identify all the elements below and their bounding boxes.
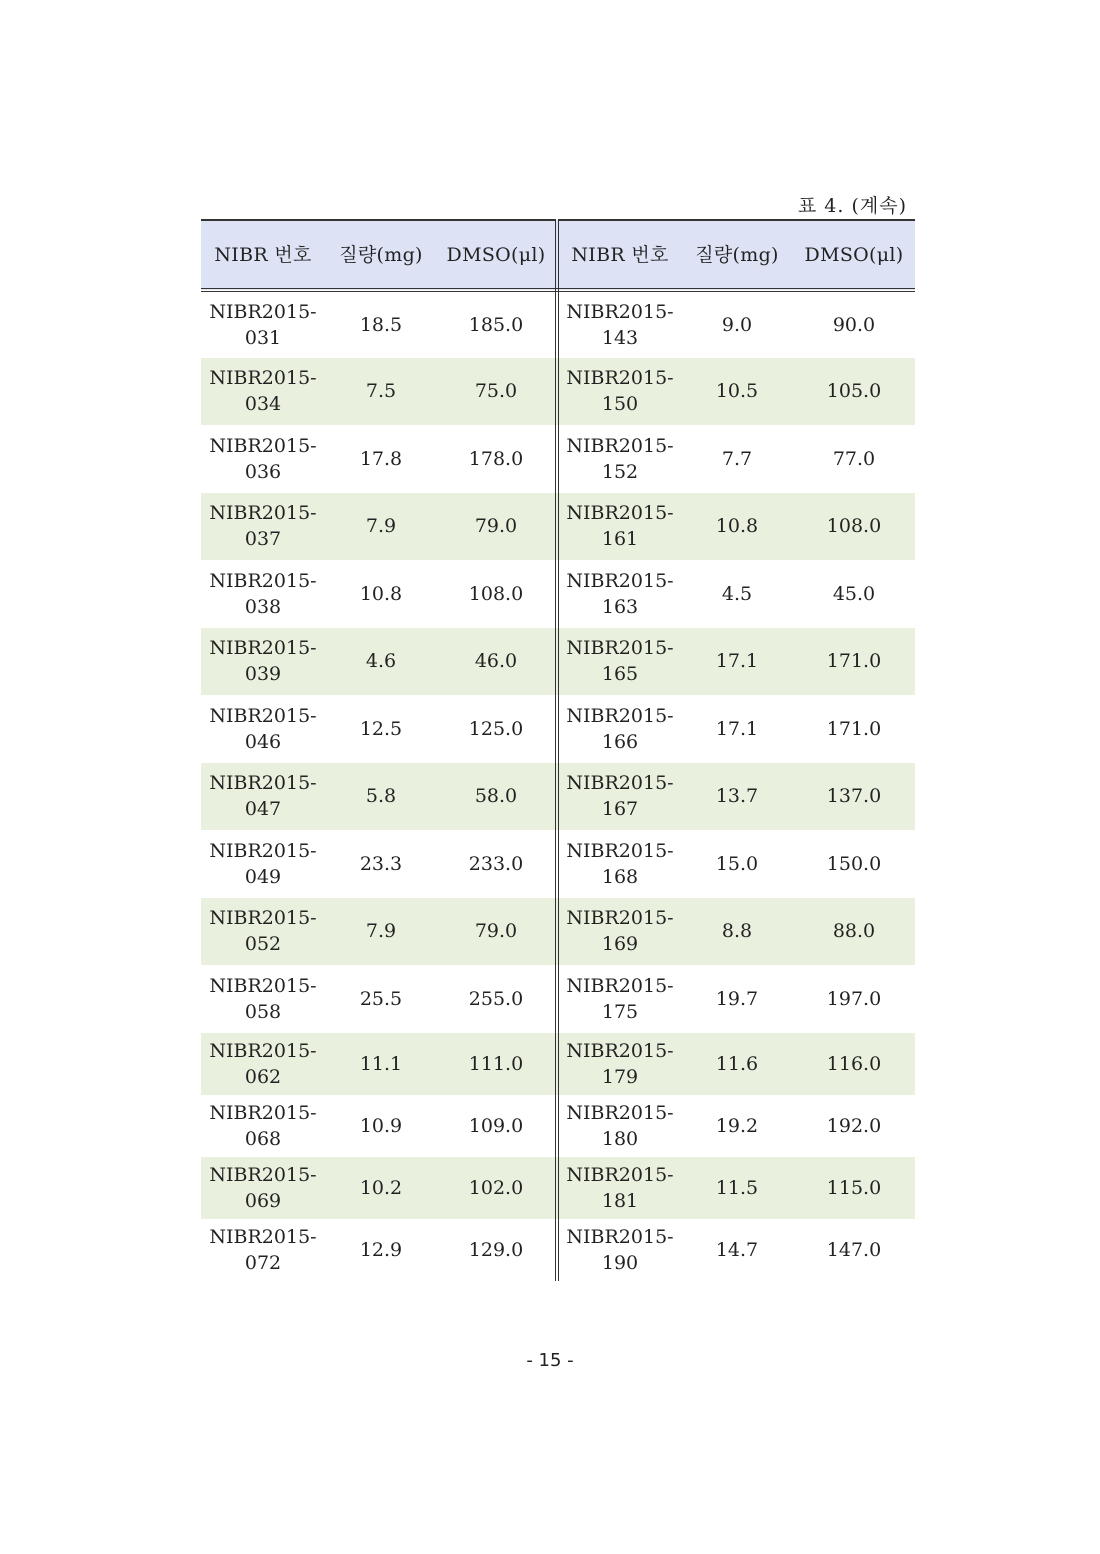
mass-cell: 11.1 xyxy=(359,1052,403,1075)
table-caption: 표 4. (계속) xyxy=(797,195,907,217)
nibr-number-cell-2 xyxy=(557,830,681,898)
nibr-number-cell-suffix: 037 xyxy=(244,528,282,551)
header-mass: 질량(mg) xyxy=(325,220,437,290)
nibr-number-cell-2 xyxy=(557,1033,681,1095)
mass-cell: 25.5 xyxy=(359,987,403,1010)
nibr-number-cell-2-suffix: 143 xyxy=(601,326,639,349)
dmso-cell: 178.0 xyxy=(437,425,557,493)
mass-cell: 23.3 xyxy=(359,852,403,875)
nibr-number-cell xyxy=(201,493,325,561)
nibr-number-cell-prefix: NIBR2015- xyxy=(209,1101,317,1124)
table-header-row xyxy=(201,220,915,290)
nibr-number-cell-2 xyxy=(557,358,681,426)
nibr-number-cell xyxy=(201,763,325,831)
page-number: - 15 - xyxy=(526,1350,574,1371)
nibr-number-cell-2 xyxy=(557,898,681,966)
nibr-number-cell xyxy=(201,695,325,763)
nibr-number-cell-2 xyxy=(557,1095,681,1157)
nibr-number-cell-prefix: NIBR2015- xyxy=(209,502,317,525)
mass-cell: 17.8 xyxy=(359,447,403,470)
nibr-number-cell-2-suffix: 165 xyxy=(601,663,639,686)
nibr-number-cell xyxy=(201,898,325,966)
mass-cell-2: 9.0 xyxy=(721,313,753,336)
dmso-cell: 255.0 xyxy=(437,965,557,1033)
nibr-number-cell-2 xyxy=(557,290,681,358)
table-row xyxy=(201,1219,915,1281)
nibr-number-cell xyxy=(201,1219,325,1281)
dmso-cell: 58.0 xyxy=(437,763,557,831)
nibr-number-cell-suffix: 047 xyxy=(244,798,282,821)
dmso-cell-2: 108.0 xyxy=(826,515,882,538)
table-row xyxy=(201,425,915,493)
dmso-cell: 108.0 xyxy=(437,560,557,628)
nibr-number-cell-2-prefix: NIBR2015- xyxy=(566,367,674,390)
table-row xyxy=(201,628,915,696)
nibr-number-cell-2-suffix: 168 xyxy=(601,865,639,888)
mass-cell: 12.5 xyxy=(359,717,403,740)
nibr-number-cell-suffix: 068 xyxy=(244,1127,282,1150)
nibr-number-cell-2-prefix: NIBR2015- xyxy=(566,907,674,930)
mass-cell: 10.2 xyxy=(359,1176,403,1199)
header-dmso-2: DMSO(μl) xyxy=(793,220,915,290)
nibr-number-cell-suffix: 058 xyxy=(244,1000,282,1023)
dmso-cell-2: 197.0 xyxy=(826,987,882,1010)
nibr-number-cell-2 xyxy=(557,628,681,696)
dmso-cell: 109.0 xyxy=(437,1095,557,1157)
nibr-number-cell-prefix: NIBR2015- xyxy=(209,974,317,997)
nibr-number-cell-2 xyxy=(557,1157,681,1219)
header-nibr-number-2: NIBR 번호 xyxy=(557,220,681,290)
nibr-number-cell xyxy=(201,358,325,426)
dmso-cell-2: 147.0 xyxy=(826,1238,882,1261)
table-row xyxy=(201,830,915,898)
nibr-number-cell-2-prefix: NIBR2015- xyxy=(566,637,674,660)
nibr-number-cell xyxy=(201,290,325,358)
table-row xyxy=(201,560,915,628)
dmso-cell: 75.0 xyxy=(437,358,557,426)
nibr-number-cell-prefix: NIBR2015- xyxy=(209,1225,317,1248)
nibr-number-cell-2 xyxy=(557,560,681,628)
header-mass-2: 질량(mg) xyxy=(681,220,793,290)
nibr-number-cell-2-prefix: NIBR2015- xyxy=(566,1039,674,1062)
nibr-number-cell-prefix: NIBR2015- xyxy=(209,569,317,592)
nibr-number-cell-2-suffix: 175 xyxy=(601,1000,639,1023)
nibr-number-cell-2-suffix: 179 xyxy=(601,1065,639,1088)
nibr-number-cell xyxy=(201,965,325,1033)
nibr-number-cell-2 xyxy=(557,695,681,763)
mass-cell-2: 19.2 xyxy=(715,1114,759,1137)
table-row xyxy=(201,965,915,1033)
nibr-number-cell-2-prefix: NIBR2015- xyxy=(566,772,674,795)
dmso-cell-2: 45.0 xyxy=(832,582,876,605)
dmso-cell-2: 171.0 xyxy=(826,650,882,673)
nibr-number-cell-prefix: NIBR2015- xyxy=(209,1163,317,1186)
dmso-cell: 79.0 xyxy=(437,898,557,966)
dmso-cell-2: 171.0 xyxy=(826,717,882,740)
dmso-cell-2: 105.0 xyxy=(826,380,882,403)
dmso-cell: 102.0 xyxy=(437,1157,557,1219)
nibr-number-cell-2-prefix: NIBR2015- xyxy=(566,300,674,323)
nibr-number-cell-prefix: NIBR2015- xyxy=(209,367,317,390)
mass-cell: 10.9 xyxy=(359,1114,403,1137)
dmso-cell: 79.0 xyxy=(437,493,557,561)
nibr-number-cell-prefix: NIBR2015- xyxy=(209,1039,317,1062)
dmso-cell-2: 137.0 xyxy=(826,785,882,808)
dmso-cell: 185.0 xyxy=(437,290,557,358)
dmso-cell-2: 115.0 xyxy=(826,1176,882,1199)
nibr-number-cell-2-prefix: NIBR2015- xyxy=(566,839,674,862)
mass-cell-2: 7.7 xyxy=(721,447,753,470)
nibr-number-cell-2 xyxy=(557,763,681,831)
nibr-number-cell-suffix: 031 xyxy=(244,326,282,349)
table-row xyxy=(201,695,915,763)
dmso-cell: 125.0 xyxy=(437,695,557,763)
nibr-number-cell-2-prefix: NIBR2015- xyxy=(566,1101,674,1124)
mass-cell-2: 11.5 xyxy=(715,1176,759,1199)
dmso-cell-2: 90.0 xyxy=(832,313,876,336)
mass-cell: 10.8 xyxy=(359,582,403,605)
nibr-number-cell-2-prefix: NIBR2015- xyxy=(566,569,674,592)
mass-cell: 12.9 xyxy=(359,1238,403,1261)
nibr-number-cell xyxy=(201,1157,325,1219)
nibr-number-cell xyxy=(201,830,325,898)
nibr-number-cell-2-suffix: 167 xyxy=(601,798,639,821)
nibr-number-cell-2-suffix: 181 xyxy=(601,1189,639,1212)
nibr-number-cell-suffix: 038 xyxy=(244,595,282,618)
nibr-number-cell-suffix: 069 xyxy=(244,1189,282,1212)
dmso-cell-2: 150.0 xyxy=(826,852,882,875)
mass-cell-2: 8.8 xyxy=(721,920,753,943)
table-body xyxy=(201,290,915,1281)
nibr-number-cell-2-suffix: 163 xyxy=(601,595,639,618)
nibr-number-cell-2-prefix: NIBR2015- xyxy=(566,1163,674,1186)
nibr-number-cell-prefix: NIBR2015- xyxy=(209,772,317,795)
table-row xyxy=(201,1157,915,1219)
mass-cell: 18.5 xyxy=(359,313,403,336)
nibr-number-cell-2-prefix: NIBR2015- xyxy=(566,434,674,457)
header-dmso: DMSO(μl) xyxy=(437,220,557,290)
nibr-number-cell-2-suffix: 166 xyxy=(601,730,639,753)
dmso-cell: 46.0 xyxy=(437,628,557,696)
dmso-cell: 129.0 xyxy=(437,1219,557,1281)
table-row xyxy=(201,1033,915,1095)
mass-cell: 7.9 xyxy=(365,515,397,538)
nibr-number-cell-2 xyxy=(557,1219,681,1281)
nibr-number-cell xyxy=(201,1095,325,1157)
nibr-number-cell-prefix: NIBR2015- xyxy=(209,839,317,862)
mass-cell: 4.6 xyxy=(365,650,397,673)
nibr-number-cell-suffix: 046 xyxy=(244,730,282,753)
dmso-cell-2: 192.0 xyxy=(826,1114,882,1137)
mass-cell-2: 17.1 xyxy=(715,650,759,673)
nibr-number-cell-2-suffix: 169 xyxy=(601,933,639,956)
mass-cell-2: 17.1 xyxy=(715,717,759,740)
nibr-number-cell-2-prefix: NIBR2015- xyxy=(566,974,674,997)
nibr-number-cell-2-suffix: 152 xyxy=(601,460,639,483)
table-row xyxy=(201,358,915,426)
nibr-number-cell-suffix: 072 xyxy=(244,1251,282,1274)
nibr-number-cell-suffix: 036 xyxy=(244,460,282,483)
mass-cell-2: 11.6 xyxy=(715,1052,759,1075)
nibr-number-cell-suffix: 052 xyxy=(244,933,282,956)
sample-table xyxy=(201,219,915,1281)
nibr-number-cell-suffix: 049 xyxy=(244,865,282,888)
nibr-number-cell-2 xyxy=(557,493,681,561)
table-row xyxy=(201,763,915,831)
nibr-number-cell-2-suffix: 150 xyxy=(601,393,639,416)
mass-cell-2: 14.7 xyxy=(715,1238,759,1261)
mass-cell: 5.8 xyxy=(365,785,397,808)
nibr-number-cell-suffix: 062 xyxy=(244,1065,282,1088)
nibr-number-cell xyxy=(201,560,325,628)
dmso-cell-2: 116.0 xyxy=(826,1052,882,1075)
nibr-number-cell xyxy=(201,425,325,493)
nibr-number-cell-2-prefix: NIBR2015- xyxy=(566,502,674,525)
nibr-number-cell-2-suffix: 190 xyxy=(601,1251,639,1274)
mass-cell-2: 10.5 xyxy=(715,380,759,403)
mass-cell-2: 13.7 xyxy=(715,785,759,808)
dmso-cell: 111.0 xyxy=(437,1033,557,1095)
nibr-number-cell xyxy=(201,628,325,696)
nibr-number-cell xyxy=(201,1033,325,1095)
dmso-cell-2: 77.0 xyxy=(832,447,876,470)
dmso-cell-2: 88.0 xyxy=(832,920,876,943)
table-row xyxy=(201,290,915,358)
mass-cell: 7.9 xyxy=(365,920,397,943)
mass-cell: 7.5 xyxy=(365,380,397,403)
mass-cell-2: 15.0 xyxy=(715,852,759,875)
dmso-cell: 233.0 xyxy=(437,830,557,898)
table-row xyxy=(201,1095,915,1157)
header-nibr-number: NIBR 번호 xyxy=(201,220,325,290)
nibr-number-cell-prefix: NIBR2015- xyxy=(209,704,317,727)
nibr-number-cell-prefix: NIBR2015- xyxy=(209,434,317,457)
nibr-number-cell-2-prefix: NIBR2015- xyxy=(566,704,674,727)
nibr-number-cell-2-suffix: 180 xyxy=(601,1127,639,1150)
table-row xyxy=(201,493,915,561)
nibr-number-cell-2 xyxy=(557,965,681,1033)
nibr-number-cell-prefix: NIBR2015- xyxy=(209,300,317,323)
mass-cell-2: 19.7 xyxy=(715,987,759,1010)
mass-cell-2: 4.5 xyxy=(721,582,753,605)
nibr-number-cell-suffix: 039 xyxy=(244,663,282,686)
nibr-number-cell-suffix: 034 xyxy=(244,393,282,416)
nibr-number-cell-prefix: NIBR2015- xyxy=(209,637,317,660)
nibr-number-cell-2 xyxy=(557,425,681,493)
table-row xyxy=(201,898,915,966)
nibr-number-cell-2-suffix: 161 xyxy=(601,528,639,551)
nibr-number-cell-prefix: NIBR2015- xyxy=(209,907,317,930)
mass-cell-2: 10.8 xyxy=(715,515,759,538)
nibr-number-cell-2-prefix: NIBR2015- xyxy=(566,1225,674,1248)
